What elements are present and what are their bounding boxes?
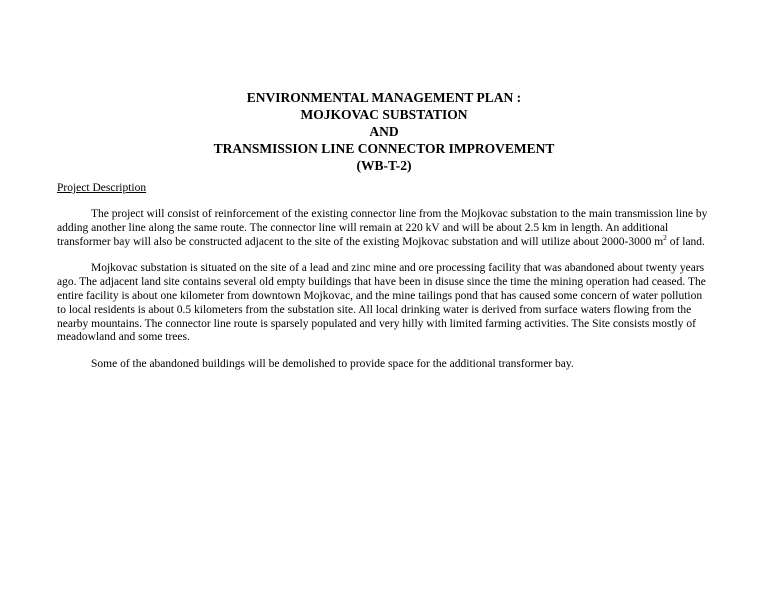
title-line-1: ENVIRONMENTAL MANAGEMENT PLAN : — [246, 90, 522, 105]
title-line-4: TRANSMISSION LINE CONNECTOR IMPROVEMENT — [213, 141, 555, 156]
title-line-5: (WB-T-2) — [356, 158, 412, 173]
document-title — [0, 89, 768, 174]
document-body — [57, 208, 709, 385]
section-heading-project-description: Project Description — [57, 182, 147, 194]
paragraph-1-text: The project will consist of reinforcement of the existing connector line from the Mojkovac substation to the main transmission line by adding another line along the same route. The connector line will remain at 220 kV and will be about 2.5 km in length. An additional transformer bay will also be constructed adjacent to the site of the existing Mojkovac substation and will utilize about 2000-3000 m — [57, 208, 708, 248]
paragraph-2: Mojkovac substation is situated on the site of a lead and zinc mine and ore processing facility that was abandoned about twenty years ago. The adjacent land site contains several old empty buildings that have been in disuse since the time the mining operation had ceased. The entire facility is about one kilometer from downtown Mojkovac, and the mine tailings pond that has caused some concern of water pollution to local residents is about 0.5 kilometers from the substation site. All local drinking water is derived from surface waters flowing from the nearby mountains. The connector line route is sparsely populated and very hilly with limited farming activities. The Site consists mostly of meadowland and some trees. — [57, 262, 706, 344]
paragraph-1-tail: of land. — [666, 235, 705, 248]
paragraph-1 — [57, 208, 709, 249]
title-line-2: MOJKOVAC SUBSTATION — [300, 107, 468, 122]
paragraph-3: Some of the abandoned buildings will be demolished to provide space for the additional transformer bay. — [91, 358, 574, 371]
superscript-2: 2 — [663, 232, 667, 242]
title-line-3: AND — [369, 124, 399, 139]
